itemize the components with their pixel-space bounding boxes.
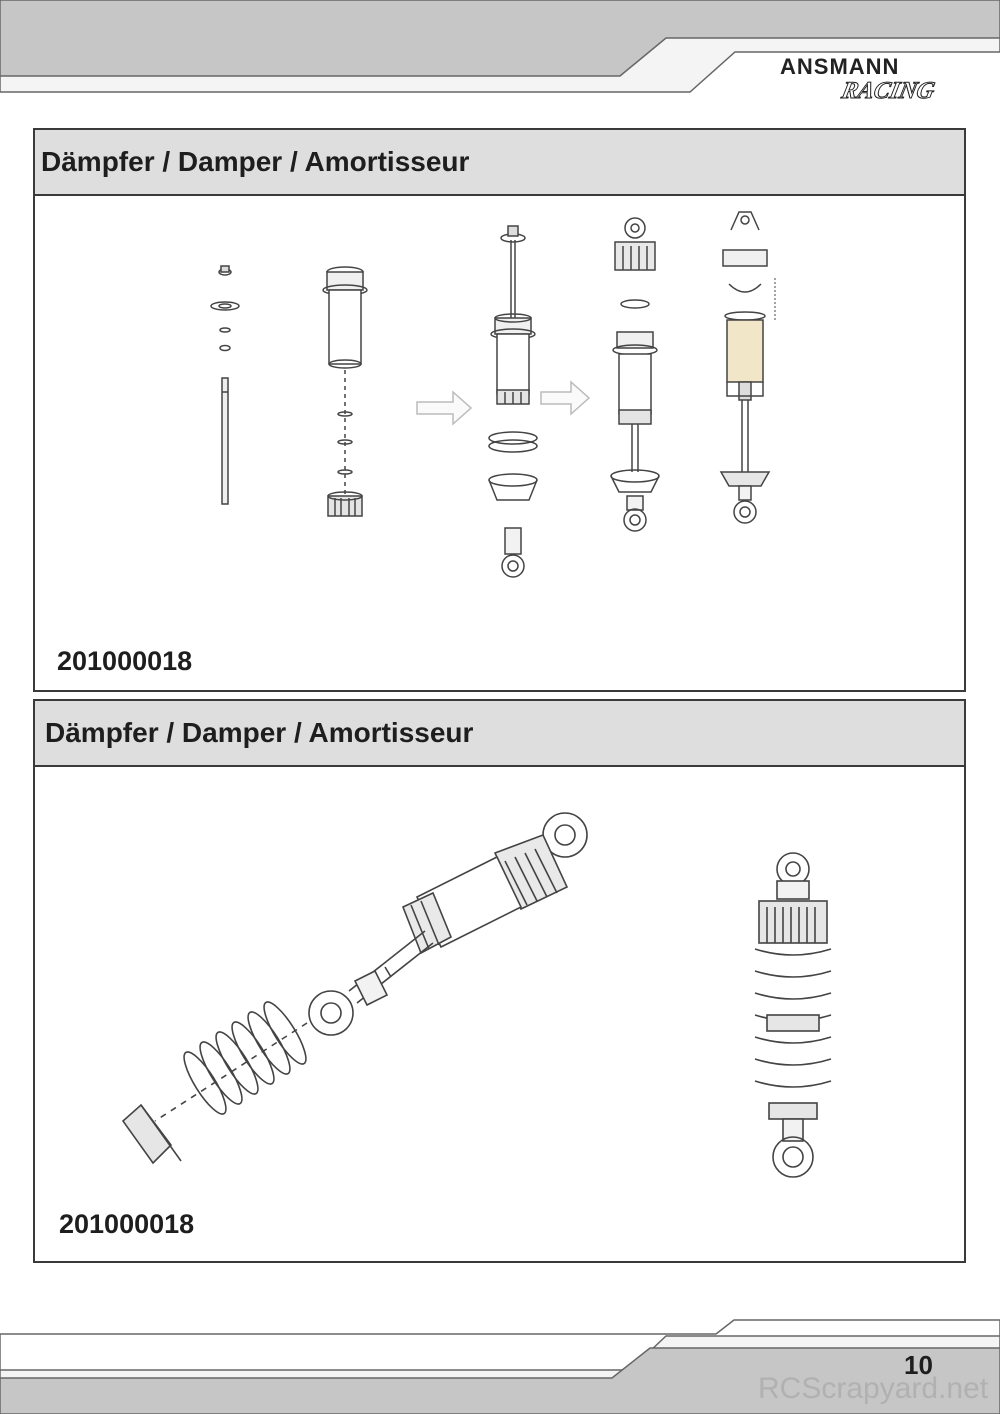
logo-subtext: RACING (839, 78, 937, 104)
section-title: Dämpfer / Damper / Amortisseur (41, 146, 470, 177)
spring-icon (177, 997, 312, 1119)
damper-exploded-diagram (185, 210, 825, 670)
section-title: Dämpfer / Damper / Amortisseur (45, 717, 474, 748)
section-header (35, 130, 964, 196)
assembly-column (489, 226, 537, 577)
damper-vertical-diagram (747, 851, 847, 1191)
page-number: 10 (904, 1350, 933, 1380)
section-assembled (33, 699, 966, 1263)
body-column (323, 267, 367, 516)
assembled-column (611, 218, 659, 531)
sectioned-column (721, 212, 775, 523)
logo-text: ANSMANN (780, 54, 900, 79)
watermark: RCScrapyard.net (758, 1372, 989, 1405)
brand-logo (776, 52, 966, 110)
section-header (35, 701, 964, 767)
part-number: 201000018 (59, 1209, 195, 1239)
arrow-icon (417, 392, 471, 424)
section-exploded (33, 128, 966, 692)
arrow-icon (541, 382, 589, 414)
shaft-parts-column (211, 266, 239, 504)
damper-angled-diagram (85, 801, 615, 1201)
part-number: 201000018 (57, 646, 193, 676)
